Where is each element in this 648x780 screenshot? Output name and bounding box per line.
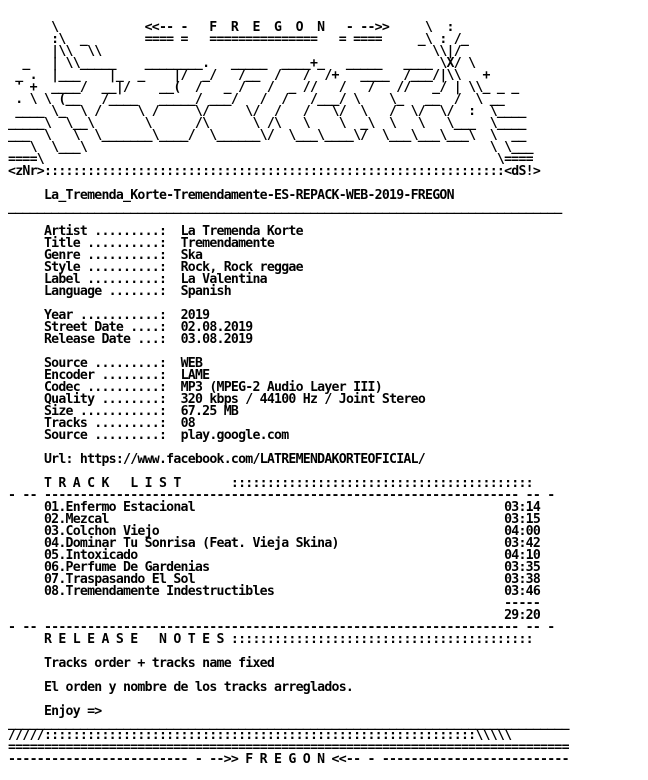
info-label: Language .......:	[43, 284, 167, 299]
info-value: Rock, Rock reggae	[180, 260, 303, 275]
info-label: Style ..........:	[43, 260, 167, 275]
notes-heading-line	[8, 634, 569, 646]
ascii-decoration: ______________________________________________________________________________	[8, 716, 569, 731]
info-row	[8, 430, 569, 442]
info-label: Encoder ........:	[43, 368, 167, 383]
track-title: 06.Perfume De Gardenias	[43, 560, 210, 575]
total-duration: 29:20	[504, 608, 541, 623]
info-label: Title ..........:	[43, 236, 167, 251]
track-title: 05.Intoxicado	[43, 548, 138, 563]
ascii-decoration: ::::::::::::::::::::::::::::::::::::::::::	[223, 632, 533, 647]
info-label: Year ...........:	[43, 308, 167, 323]
track-duration: 04:10	[504, 548, 541, 563]
note-row	[8, 682, 569, 694]
track-duration: 03:35	[504, 560, 541, 575]
ascii-decoration	[166, 332, 180, 347]
track-duration: 04:00	[504, 524, 541, 539]
release-name: La_Tremenda_Korte-Tremendamente-ES-REPACK-WEB-2019-FREGON	[43, 188, 454, 203]
track-duration: 03:14	[504, 500, 541, 515]
release-note: Tracks order + tracks name fixed	[43, 656, 275, 671]
info-value: 320 kbps / 44100 Hz / Joint Stereo	[180, 392, 426, 407]
info-value: LAME	[180, 368, 210, 383]
ascii-decoration	[166, 284, 180, 299]
info-value: 08	[180, 416, 195, 431]
release-note: Enjoy =>	[43, 704, 102, 719]
total-rule: -----	[504, 596, 541, 611]
info-label: Tracks .........:	[43, 416, 167, 431]
info-value: 67.25 MB	[180, 404, 239, 419]
info-label: Source .........:	[43, 428, 167, 443]
track-title: 02.Mezcal	[43, 512, 109, 527]
ascii-decoration	[166, 428, 180, 443]
info-value: 2019	[180, 308, 210, 323]
info-value: La Tremenda Korte	[180, 224, 303, 239]
info-label: Street Date ....:	[43, 320, 167, 335]
track-duration: 03:15	[504, 512, 541, 527]
track-duration: 03:38	[504, 572, 541, 587]
footer-art-line	[8, 754, 569, 766]
track-title: 07.Traspasando El Sol	[43, 572, 195, 587]
ascii-decoration: - -- ------------------------------------------------------------------ -- -	[8, 620, 555, 635]
track-duration: 03:42	[504, 536, 541, 551]
track-title: 08.Tremendamente Indestructibles	[43, 584, 275, 599]
notes-heading: R E L E A S E N O T E S	[43, 632, 224, 647]
info-label: Codec ..........:	[43, 380, 167, 395]
info-row	[8, 334, 569, 346]
info-label: Label ..........:	[43, 272, 167, 287]
ascii-decoration: /////::::::::::::::::::::::::::::::::::::::::::::::::::::::::::::\\\\\	[8, 728, 512, 743]
track-title: 01.Enfermo Estacional	[43, 500, 195, 515]
info-value: WEB	[180, 356, 203, 371]
url-line: Url: https://www.facebook.com/LATREMENDAKORTEOFICIAL/	[43, 452, 425, 467]
info-value: Tremendamente	[180, 236, 275, 251]
info-label: Source .........:	[43, 356, 167, 371]
info-label: Size ...........:	[43, 404, 167, 419]
ascii-banner-logo: \ <<-- - F R E G O N - -->> \ : :\ _ ==== = =============== = ==== _\ : /_ |\\ \\ \\|/ _ | \\_____ ________. _____ ____+_ _____ ____ \X/ \ _ . |___ |_ _ |/ _/ /__ / / /+ ____ /___/|\\ + ' + ____/ __|/ __( / _ / / _ // / / // _/ | \\_ _ _ . \ \ (__ /____ _____/ ___/ / / /___/ \ \_ __ / \ __ ____ \_ \ / \ / \/ \/ / / \/ \ / \/ \/ : \____ _____\ \__\ \ /\ \ /\ \ \ _\ \ \ \___ \____ ___ \ \ \_______\____/ \______\/ \___\____\/ \___\___\___\ \ __ \ \___\ \ \___ ====\ \==== <zNr>::::::::::::::::::::::::::::::::::::::::::::::::::::::::::::::::<dS!>	[8, 20, 541, 179]
ascii-decoration: ::::::::::::::::::::::::::::::::::::::::::	[180, 476, 533, 491]
info-value: 02.08.2019	[180, 320, 253, 335]
note-row	[8, 658, 569, 670]
tracklist-heading: T R A C K L I S T	[43, 476, 181, 491]
info-label: Release Date ...:	[43, 332, 167, 347]
release-note: El orden y nombre de los tracks arreglados.	[43, 680, 354, 695]
url-row	[8, 454, 569, 466]
track-title: 03.Colchon Viejo	[43, 524, 159, 539]
info-value: play.google.com	[180, 428, 289, 443]
info-value: La Valentina	[180, 272, 267, 287]
track-duration: 03:46	[504, 584, 541, 599]
info-row	[8, 286, 569, 298]
nfo-document	[8, 190, 569, 766]
info-value: Ska	[180, 248, 203, 263]
track-title: 04.Dominar Tu Sonrisa (Feat. Vieja Skina)	[43, 536, 339, 551]
divider	[8, 202, 569, 214]
info-label: Artist .........:	[43, 224, 167, 239]
ascii-decoration: _____________________________________________________________________________	[8, 200, 562, 215]
ascii-decoration: ------------------------- - -->> F R E G O N <<-- - --------------------------	[8, 752, 569, 767]
info-value: MP3 (MPEG-2 Audio Layer III)	[180, 380, 382, 395]
ascii-decoration: ==============================================================================	[8, 740, 569, 755]
info-label: Genre ..........:	[43, 248, 167, 263]
info-value: Spanish	[180, 284, 231, 299]
info-value: 03.08.2019	[180, 332, 253, 347]
ascii-decoration: - -- ------------------------------------------------------------------ -- -	[8, 488, 555, 503]
info-label: Quality ........:	[43, 392, 167, 407]
